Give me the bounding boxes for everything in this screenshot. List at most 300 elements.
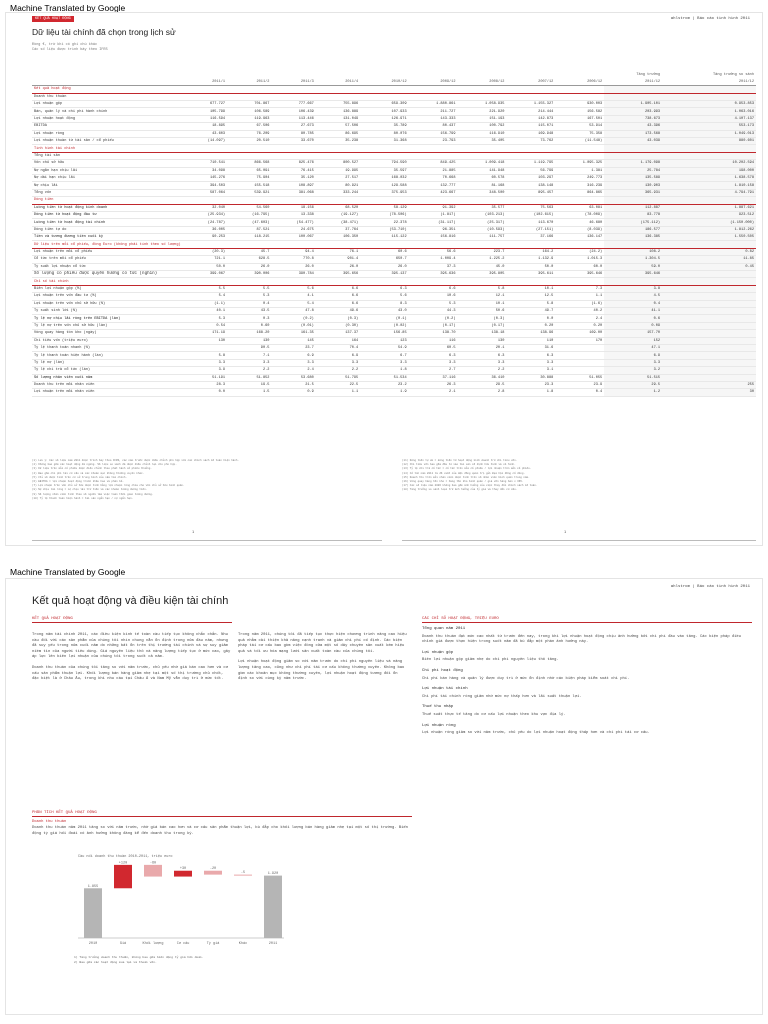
table-cell: 35.120 [271,174,315,181]
table-cell: 136.889 [316,108,360,115]
table-cell: 51.534 [364,374,408,381]
table-row [32,293,756,300]
table-cell: (16.795) [227,211,271,218]
footnote: (16) Vòng quay hàng tồn kho = hàng tồn kho bình quân / giá vốn hàng bán x 365. [402,480,524,484]
table-cell: 1.812.262 [662,226,756,233]
table-cell: 169.00 [555,330,604,337]
table-cell [555,344,604,351]
table-cell: 3.3 [227,359,271,366]
table-cell: 70.4 [316,344,360,351]
table-cell: 3.2 [604,367,662,374]
table-cell: 3.9 [183,367,227,374]
table-cell [271,197,315,204]
table-cell: 51.055 [555,374,604,381]
table-cell: 40.2 [555,308,604,315]
table-row [32,300,756,307]
table-cell: 170 [555,337,604,344]
table-cell: 21.885 [409,167,458,174]
table-row [32,93,756,100]
table-note-row [32,71,756,78]
page-title: Dữ liệu tài chính đã chọn trong lịch sử [32,27,176,37]
table-cell: 770.8 [271,256,315,263]
table-cell: 35.597 [364,167,408,174]
table-cell: 10.202.594 [662,160,756,167]
block-heading: Lợi nhuận gộp [422,650,454,655]
table-cell: 152 [604,337,662,344]
table-row [32,389,756,396]
table-cell: 5.8 [458,285,507,292]
table-cell: 6.6 [316,293,360,300]
table-cell: 0.45 [662,263,756,270]
table-cell: 87.521 [227,226,271,233]
table-cell [458,145,507,152]
footnote: (13) Tỷ lệ chi trả cổ tức = cổ tức trên mỗi cổ phiếu / lợi nhuận trên mỗi cổ phiếu. [402,467,532,471]
table-cell: 375.953 [364,189,408,196]
table-cell: 825.476 [271,160,315,167]
table-cell: 1.905.101 [604,101,662,108]
table-cell: 49.7 [506,308,555,315]
table-cell: 1.095.325 [555,160,604,167]
table-cell: 5.8 [183,352,227,359]
table-cell [506,152,555,159]
table-cell: 106.350 [316,234,360,241]
table-cell [604,145,662,152]
table-cell [458,86,507,93]
row-label: Lợi nhuận trên vốn đầu tư (%) [32,293,183,300]
table-cell: 5.3 [183,315,227,322]
table-cell [662,271,756,278]
table-cell: (54.477) [271,219,315,226]
table-cell: 43.0 [364,308,408,315]
table-cell: (0.02) [364,322,408,329]
table-cell: 6.3 [364,285,408,292]
table-cell [316,278,360,285]
table-cell [316,93,360,100]
table-cell: 131.049 [316,115,360,122]
table-cell [662,308,756,315]
table-cell: 3.3 [409,359,458,366]
table-cell [364,241,408,248]
table-cell: 3.3 [183,359,227,366]
table-cell [662,293,756,300]
table-cell: 43.603 [183,130,227,137]
block-heading: Lợi nhuận ròng [422,723,456,728]
table-cell: 223.7 [458,248,507,255]
table-cell: 6.6 [409,285,458,292]
table-cell: (8.039) [555,226,604,233]
table-cell: 31.6 [506,344,555,351]
data-label: 1.920 [267,872,279,877]
table-cell: 113.446 [271,115,315,122]
table-cell: 650.7 [364,256,408,263]
table-cell: 168.20 [227,330,271,337]
table-note-cell [316,71,360,78]
row-label: Dòng tiền [32,197,183,204]
table-cell [506,278,555,285]
paragraph: Thuế suất thực tế tăng do cơ cấu lợi nhuận theo khu vực địa lý. [422,712,566,717]
row-label: Số lượng cổ phiếu được quyền hưởng cổ tức (nghìn) [32,271,183,278]
paragraph: Lợi nhuận ròng giảm so với năm trước, chủ yếu do lợi nhuận hoạt động thấp hơn và chi phí tái cơ cấu. [422,731,650,736]
machine-translated-watermark: Machine Translated by Google [10,3,126,13]
row-label: Chi tiêu vốn (triệu euro) [32,337,183,344]
table-cell [662,330,756,337]
table-cell: 53.680 [271,374,315,381]
table-column-header: 2011/2 [227,78,271,85]
table-cell: 423.667 [409,189,458,196]
table-cell: 249.773 [555,174,604,181]
table-cell: 1.009.418 [458,160,507,167]
data-label: +30 [179,867,187,872]
row-label: Chỉ số tài chính [32,278,183,285]
table-cell: 54.560 [227,204,271,211]
table-cell: 721.1 [183,256,227,263]
table-cell: 157.70 [604,330,662,337]
table-cell [604,152,662,159]
table-cell: 10.1 [506,285,555,292]
paragraph: Trong năm 2011, chúng tôi đã tiếp tục thực hiện chương trình nâng cao hiệu quả nhằm cải thiện khả năng cạnh tranh và giảm chi phí cố định. Các biện pháp tái cơ cấu bao gồm việc đóng cửa một số dây chuyền sản xuất kém hiệu quả và tối ưu hóa mạng lưới sản xuất toàn cầu của chúng tôi. [238,633,407,654]
row-label: Vốn chủ sở hữu [32,160,183,167]
table-row [32,256,756,263]
table-cell [409,152,458,159]
footnotes-left [32,459,382,501]
table-cell: 895.457 [506,189,555,196]
table-cell: 90.253 [183,234,227,241]
table-cell: (25.317) [458,219,507,226]
table-cell: 108.897 [271,182,315,189]
footnote: (14) Cổ tức năm 2011 là đề xuất của Hội đồng quản trị gửi Đại hội đồng cổ đông. [402,471,525,475]
table-cell [506,145,555,152]
table-cell: 755.896 [316,101,360,108]
page-divider [32,540,382,541]
table-cell: 115.071 [506,123,555,130]
table-cell: 1.225.2 [458,256,507,263]
category-label: 2011 [268,942,278,946]
table-cell [555,145,604,152]
table-cell: 395.137 [364,271,408,278]
table-cell [183,241,227,248]
row-label: Dòng tiền từ hoạt động đầu tư [32,211,183,218]
row-label: Doanh thu trên mỗi nhân viên [32,381,183,388]
chart-caption-line: 2) Bao gồm các hoạt động mua lại và thoái vốn. [74,960,157,964]
table-cell: 0.953.853 [662,101,756,108]
table-cell: 849.425 [409,160,458,167]
table-cell: 50.6 [458,308,507,315]
footnote: (18) Tăng trưởng so sánh loại trừ ảnh hưởng của tỷ giá và thay đổi cơ cấu. [402,488,518,492]
table-cell: 0.60 [227,322,271,329]
table-cell: 3.1 [506,367,555,374]
table-cell: (11.548) [555,138,604,145]
table-cell: 8.3 [364,300,408,307]
table-cell: 91.392 [409,204,458,211]
table-cell: 394.503 [183,182,227,189]
page-header-right: ahlstrom | Báo cáo tình hình 2011 [670,585,750,589]
table-cell [183,197,227,204]
table-cell: 60.578 [458,174,507,181]
table-cell: 59.0 [604,263,662,270]
table-cell: 56.799 [506,167,555,174]
table-row [32,160,756,167]
table-cell: 0.54 [183,322,227,329]
table-cell: 1.880.861 [409,101,458,108]
table-cell [227,152,271,159]
table-cell: 1.1 [316,389,360,396]
table-cell: 35.405 [458,138,507,145]
table-cell: 390.784 [271,271,315,278]
table-cell: 22.378 [364,219,408,226]
table-cell: 23.3 [506,381,555,388]
table-cell: 0.6 [604,315,662,322]
table-cell: 1.5 [227,389,271,396]
chart-title: Cầu nối doanh thu thuần 2010–2011, triệu euro [78,855,173,859]
table-row [32,130,756,137]
row-label: Luồng tiền từ hoạt động tài chính [32,219,183,226]
table-cell: 23.9 [555,381,604,388]
table-cell: 20.1 [458,344,507,351]
table-cell: 47.1 [604,344,662,351]
table-cell [662,285,756,292]
table-cell [662,145,756,152]
table-cell: 35.789 [364,123,408,130]
table-cell: 54.9 [364,344,408,351]
table-cell: 47.8 [271,308,315,315]
table-cell: 156.582 [555,108,604,115]
table-cell: 20.510 [227,138,271,145]
table-column-header: 2011/12 [604,78,662,85]
table-cell: 169.948 [506,130,555,137]
table-cell: 46.680 [555,219,604,226]
table-row [32,271,756,278]
table-column-header: 2009/12 [409,78,458,85]
table-cell: 2.8 [458,389,507,396]
table-cell: (53.710) [364,226,408,233]
table-cell: 1.9 [364,389,408,396]
table-cell: 143.333 [409,115,458,122]
table-cell: 794.590 [364,160,408,167]
table-cell: 37.3 [409,263,458,270]
table-cell [183,152,227,159]
table-cell: 738.673 [604,115,662,122]
table-cell [555,197,604,204]
table-cell: 5.5 [183,285,227,292]
table-cell: (0.3) [316,315,360,322]
table-cell: 168.032 [364,174,408,181]
table-cell: 26.0 [316,263,360,270]
table-cell: 138.148 [506,182,555,189]
row-label: Tổng vốn [32,189,183,196]
table-cell: 37.166 [506,234,555,241]
table-cell: 103.297 [506,174,555,181]
table-cell: 22.5 [316,381,360,388]
table-section-row [32,145,756,152]
table-cell: 130 [227,337,271,344]
bar-Tỷ giá [204,871,222,875]
table-row [32,330,756,337]
table-section-row [32,241,756,248]
table-cell: 3.3 [271,359,315,366]
table-cell: (78.506) [364,211,408,218]
table-cell: 12.5 [506,293,555,300]
table-cell: 32.040 [183,204,227,211]
table-cell [555,352,604,359]
table-cell [662,359,756,366]
table-cell [555,86,604,93]
table-cell: 137.37 [316,330,360,337]
row-label: Tỷ suất lợi nhuận cổ tức [32,263,183,270]
table-cell: 4.1 [271,293,315,300]
page-number-right: 1 [564,529,567,534]
table-note-cell [555,71,604,78]
table-cell [662,337,756,344]
table-cell: 26.0 [227,263,271,270]
bar-Giá [114,865,132,888]
table-cell: 151.193 [458,115,507,122]
table-cell: 26.0 [271,263,315,270]
footnote: (8) Nợ chịu lãi ròng = nợ chịu lãi trừ tiền và các khoản tương đương tiền. [32,488,148,492]
table-cell: 186.577 [604,226,662,233]
table-row [32,219,756,226]
table-cell: 0.20 [506,322,555,329]
table-cell: 31.368 [364,138,408,145]
net-sales-bridge-chart [68,852,288,952]
table-cell: 171.19 [183,330,227,337]
table-row [32,182,756,189]
row-label: Nợ chịu lãi [32,182,183,189]
table-cell [555,278,604,285]
table-cell: 0.9 [271,389,315,396]
page-subtitle-1: Đồng €, trừ khi có ghi chú khác [32,43,98,47]
table-cell: (27.151) [506,226,555,233]
table-cell: 3.3 [316,359,360,366]
table-cell: 1.058.935 [458,101,507,108]
table-cell: 106.439 [271,108,315,115]
table-cell: 63.081 [555,204,604,211]
table-cell: 53.914 [555,123,604,130]
table-cell [271,278,315,285]
table-cell: 138.18 [458,330,507,337]
category-label: Khác [238,942,248,946]
table-cell: 3.8 [604,285,662,292]
table-cell: 40.1 [183,308,227,315]
table-cell [271,152,315,159]
table-cell: (175.112) [604,219,662,226]
table-cell: (1.817) [409,211,458,218]
block-heading: Thuế thu nhập [422,705,454,710]
table-column-header: 2011/4 [316,78,360,85]
table-cell [271,145,315,152]
table-cell: 45.0 [458,263,507,270]
table-cell [316,86,360,93]
table-column-header: 2011/12 [662,78,756,85]
table-cell: 1.1 [555,293,604,300]
table-cell: (19.127) [316,211,360,218]
table-cell: 553.173 [662,123,756,130]
table-cell: 3.3 [364,359,408,366]
paragraph: Chi phí bán hàng và quản lý được duy trì ở mức ổn định nhờ các biện pháp kiểm soát chi phí. [422,676,630,681]
table-cell: 5.4 [183,293,227,300]
table-cell: 129.588 [364,182,408,189]
table-cell: (1.150.000) [662,219,756,226]
table-cell: 198.000 [662,167,756,174]
table-note-cell [271,71,315,78]
table-cell: 119.963 [227,115,271,122]
table-cell: 41.1 [604,308,662,315]
table-cell [506,93,555,100]
text-column-3 [422,627,752,742]
table-cell: 136.147 [555,234,604,241]
table-cell [316,152,360,159]
table-cell: 3.3 [604,359,662,366]
table-cell: 100.792 [458,123,507,130]
table-cell: 50.0 [506,263,555,270]
table-cell: 6.9 [316,352,360,359]
table-cell: 50.0 [183,263,227,270]
text-column-1 [32,633,232,688]
table-cell: 26.3 [409,381,458,388]
table-cell: (0.1) [364,315,408,322]
paragraph: Biên lợi nhuận gộp giảm nhẹ do chi phí nguyên liệu thô tăng. [422,658,559,663]
document-page-1 [6,13,762,545]
table-cell [227,241,271,248]
table-cell: 866.568 [227,160,271,167]
table-cell: 51.852 [227,374,271,381]
table-cell: 10.1 [458,300,507,307]
table-cell: 24.675 [271,226,315,233]
table-cell: 75.904 [227,174,271,181]
table-cell: 68.520 [316,204,360,211]
table-cell: 221.920 [458,108,507,115]
table-cell: 348.500 [458,189,507,196]
table-row [32,101,756,108]
table-cell: 136.385 [604,234,662,241]
data-label: -5 [240,871,246,876]
table-cell: (0.2) [271,315,315,322]
category-label: Khối lượng [142,942,164,946]
table-cell [662,352,756,359]
table-cell: 6.6 [316,300,360,307]
table-cell: 395.805 [458,271,507,278]
row-label: Biên lợi nhuận gộp (%) [32,285,183,292]
table-cell: (25.934) [183,211,227,218]
table-section-row [32,86,756,93]
row-label: Cổ tức trên mỗi cổ phiếu [32,256,183,263]
financial-data-table [32,71,756,397]
table-cell: 19.995 [316,167,360,174]
table-row [32,248,756,255]
table-cell: 214.444 [506,108,555,115]
table-cell: 2.4 [555,315,604,322]
table-cell: 800.527 [316,160,360,167]
row-label: Tổng tài sản [32,152,183,159]
paragraph: Lợi nhuận hoạt động giảm so với năm trước do chi phí nguyên liệu và năng lượng tăng cao, cũng như chi phí tái cơ cấu không thường xuyên. Không bao gồm các khoản mục không thường xuyên, lợi nhuận hoạt động tương đối ổn định so với cùng kỳ năm trước. [238,660,405,682]
footnote: (4) Bao gồm chi phí tái cơ cấu và các khoản mục không thường xuyên khác. [32,471,145,475]
paragraph: Trong năm tài chính 2011, các điều kiện kinh tế toàn cầu tiếp tục không chắc chắn. Nhu cầu đối với các sản phẩm của chúng tôi nhìn chung vẫn ổn định trong nửa đầu năm, nhưng đã suy yếu trong nửa cuối năm do những bất ổn trên thị trường tài chính và sự suy giảm niềm tin của người tiêu dùng. Giá nguyên liệu thô và năng lượng tiếp tục ở mức cao, gây áp lực lên biên lợi nhuận của chúng tôi trong suốt cả năm. [32,633,231,660]
table-cell: 1.810.158 [662,182,756,189]
table-cell: (0.2) [409,315,458,322]
table-note-cell [32,71,183,78]
row-label: Lợi nhuận ròng [32,130,183,137]
table-cell: 395.611 [506,271,555,278]
table-cell: 5.3 [409,300,458,307]
table-cell: 118.215 [227,234,271,241]
table-cell: 1.8 [506,389,555,396]
table-cell: 1.132.9 [506,256,555,263]
table-cell: 60.5 [409,344,458,351]
table-cell: 167.501 [555,115,604,122]
analysis-paragraph: Doanh thu thuần năm 2011 tăng so với năm trước, nhờ giá bán cao hơn và cơ cấu sản phẩm thuận lợi, bù đắp cho khối lượng bán hàng giảm nhẹ tại một số thị trường. Biến động tỷ giá hối đoái có ảnh hưởng không đáng kể đến doanh thu trong kỳ. [32,826,408,836]
table-cell: 138.96 [506,330,555,337]
table-cell [409,145,458,152]
category-label: Cơ cấu [176,942,190,946]
